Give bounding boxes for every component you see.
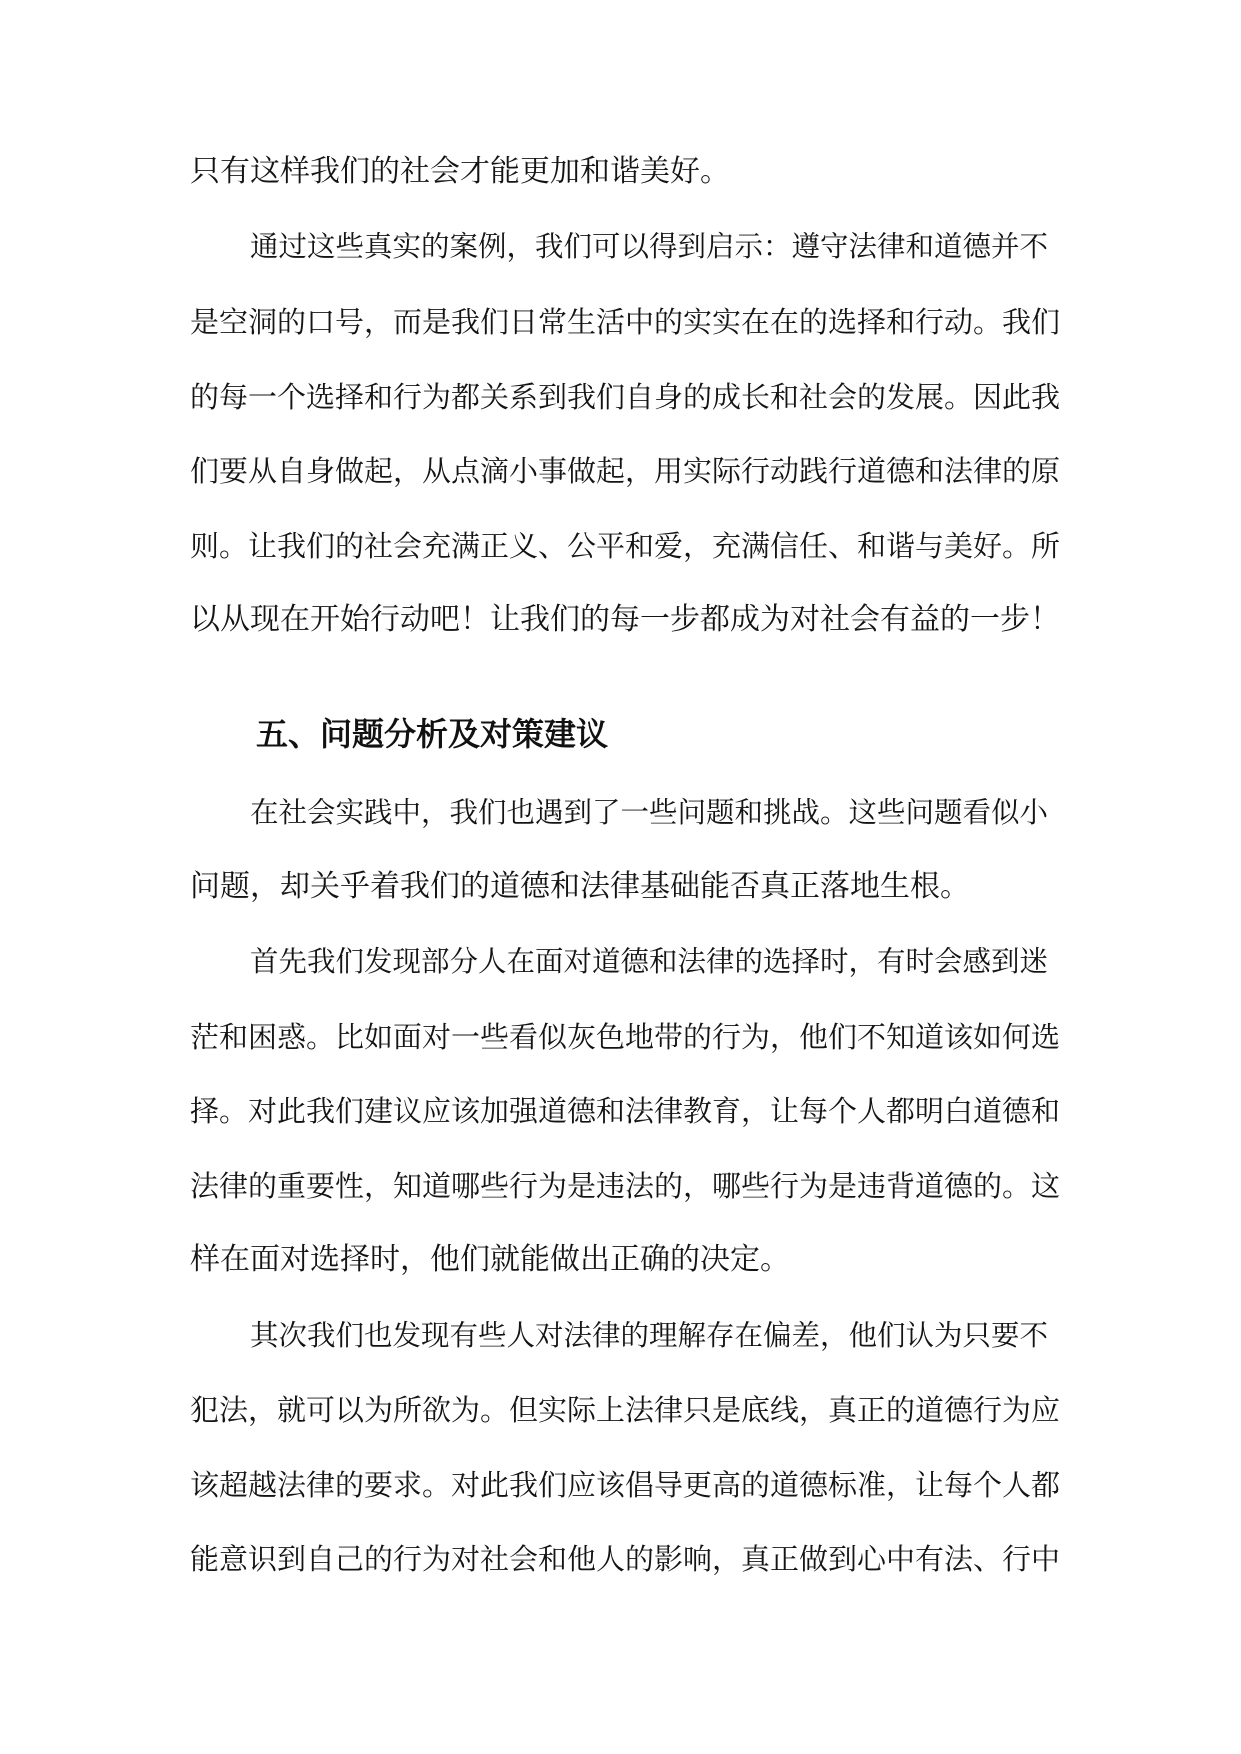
text-line: 是空洞的口号，而是我们日常生活中的实实在在的选择和行动。我们 — [190, 305, 1061, 339]
paragraph-first-line: 通过这些真实的案例，我们可以得到启示：遵守法律和道德并不 — [250, 230, 1049, 263]
text-line: 问题，却关乎着我们的道德和法律基础能否真正落地生根。 — [190, 869, 970, 904]
text-line: 犯法，就可以为所欲为。但实际上法律只是底线，真正的道德行为应 — [190, 1393, 1061, 1427]
paragraph-first-line: 在社会实践中，我们也遇到了一些问题和挑战。这些问题看似小 — [250, 796, 1049, 829]
text-line: 以从现在开始行动吧！让我们的每一步都成为对社会有益的一步！ — [190, 602, 1060, 637]
text-line: 则。让我们的社会充满正义、公平和爱，充满信任、和谐与美好。所 — [190, 529, 1061, 563]
text-line: 择。对此我们建议应该加强道德和法律教育，让每个人都明白道德和 — [190, 1094, 1061, 1128]
paragraph-first-line: 其次我们也发现有些人对法律的理解存在偏差，他们认为只要不 — [250, 1319, 1049, 1352]
text-line: 能意识到自己的行为对社会和他人的影响，真正做到心中有法、行中 — [190, 1542, 1061, 1576]
text-line: 该超越法律的要求。对此我们应该倡导更高的道德标准，让每个人都 — [190, 1468, 1061, 1502]
text-line: 们要从自身做起，从点滴小事做起，用实际行动践行道德和法律的原 — [190, 454, 1061, 488]
paragraph-first-line: 首先我们发现部分人在面对道德和法律的选择时，有时会感到迷 — [250, 945, 1049, 978]
text-line: 只有这样我们的社会才能更加和谐美好。 — [190, 154, 730, 189]
section-heading: 五、问题分析及对策建议 — [256, 715, 609, 753]
text-line: 法律的重要性，知道哪些行为是违法的，哪些行为是违背道德的。这 — [190, 1169, 1061, 1203]
text-line: 的每一个选择和行为都关系到我们自身的成长和社会的发展。因此我 — [190, 380, 1061, 414]
text-line: 样在面对选择时，他们就能做出正确的决定。 — [190, 1242, 790, 1277]
text-line: 茫和困惑。比如面对一些看似灰色地带的行为，他们不知道该如何选 — [190, 1020, 1061, 1054]
